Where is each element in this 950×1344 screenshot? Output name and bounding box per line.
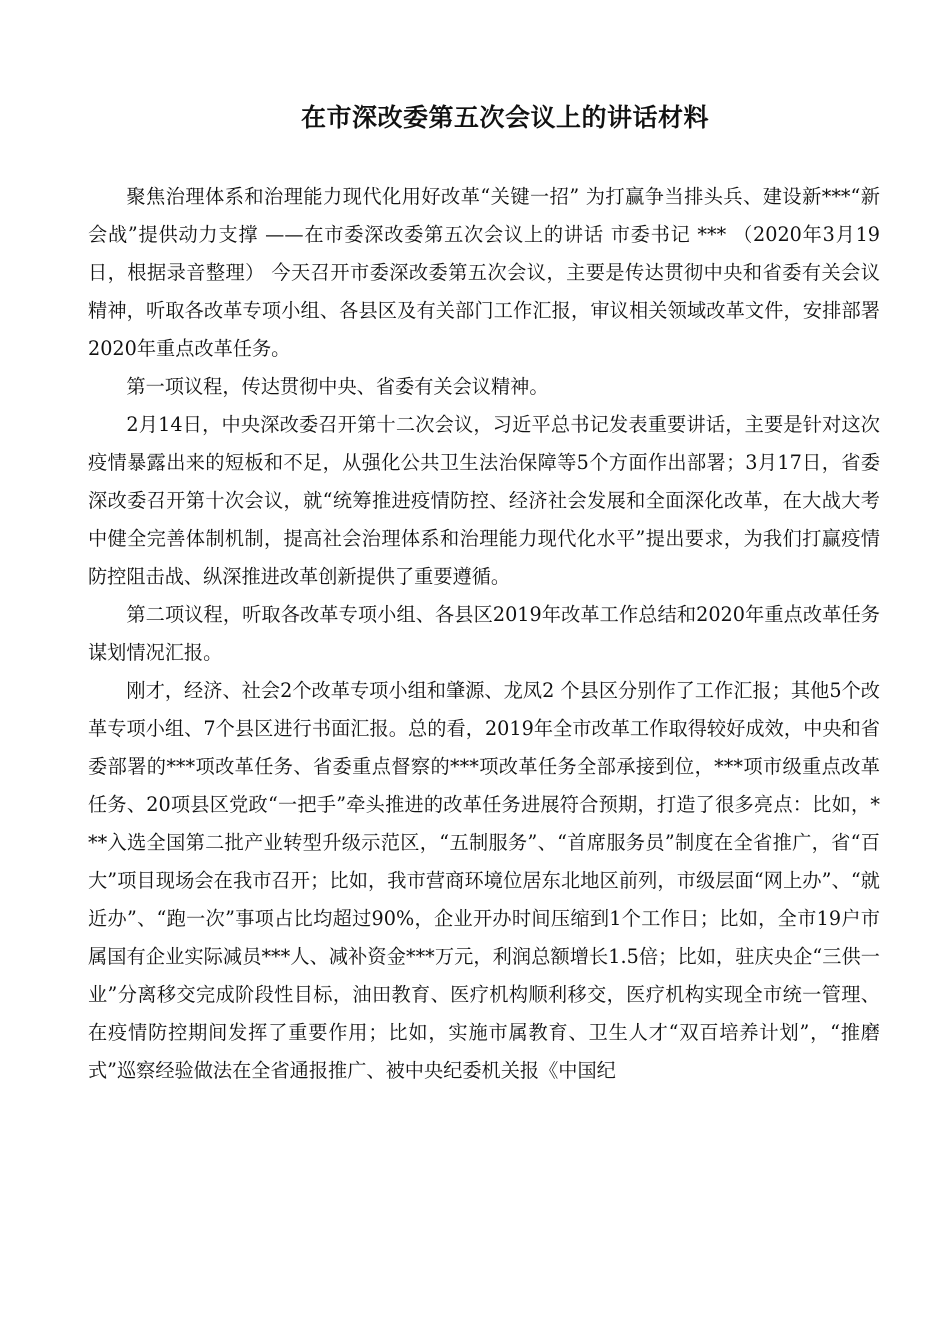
paragraph: 第一项议程，传达贯彻中央、省委有关会议精神。 [126,375,549,398]
paragraph: 刚才，经济、社会2个改革专项小组和肇源、龙凤2 个县区分别作了工作汇报；其他5个改革专项小组、7个县区进行书面汇报。总的看，2019年全市改革工作取得较好成效，中央和省委部署的***项改革任务、省委重点督察的***项改革任务全部承接到位，***项市级重点改革任务、20项县区党政“一把手”牵头推进的改革任务进展符合预期，打造了很多亮点：比如，***入选全国第二批产业转型升级示范区，“五制服务”、“首席服务员”制度在全省推广，省“百大”项目现场会在我市召开；比如，我市营商环境位居东北地区前列，市级层面“网上办”、“就近办”、“跑一次”事项占比均超过90%，企业开办时间压缩到1个工作日；比如，全市19户市属国有企业实际减员***人、减补资金***万元，利润总额增长1.5倍；比如，驻庆央企“三供一业”分离移交完成阶段性目标，油田教育、医疗机构顺利移交，医疗机构实现全市统一管理、在疫情防控期间发挥了重要作用；比如，实施市属教育、卫生人才“双百培养计划”，“推磨式”巡察经验做法在全省通报推广、被中央纪委机关报《中国纪 [88,679,880,1082]
document-body [88,178,880,1090]
document-title: 在市深改委第五次会议上的讲话材料 [300,103,709,132]
paragraph: 聚焦治理体系和治理能力现代化用好改革“关键一招” 为打赢争当排头兵、建设新***“新会战”提供动力支撑 ——在市委深改委第五次会议上的讲话 市委书记 *** （2020年3月19日，根据录音整理） 今天召开市委深改委第五次会议，主要是传达贯彻中央和省委有关会议精神，听取各改革专项小组、各县区及有关部门工作汇报，审议相关领域改革文件，安排部署2020年重点改革任务。 [88,185,880,360]
paragraph: 2月14日，中央深改委召开第十二次会议，习近平总书记发表重要讲话，主要是针对这次疫情暴露出来的短板和不足，从强化公共卫生法治保障等5个方面作出部署；3月17日，省委深改委召开第十次会议，就“统筹推进疫情防控、经济社会发展和全面深化改革，在大战大考中健全完善体制机制，提高社会治理体系和治理能力现代化水平”提出要求，为我们打赢疫情防控阻击战、纵深推进改革创新提供了重要遵循。 [88,413,880,588]
paragraph: 第二项议程，听取各改革专项小组、各县区2019年改革工作总结和2020年重点改革任务谋划情况汇报。 [88,603,880,664]
